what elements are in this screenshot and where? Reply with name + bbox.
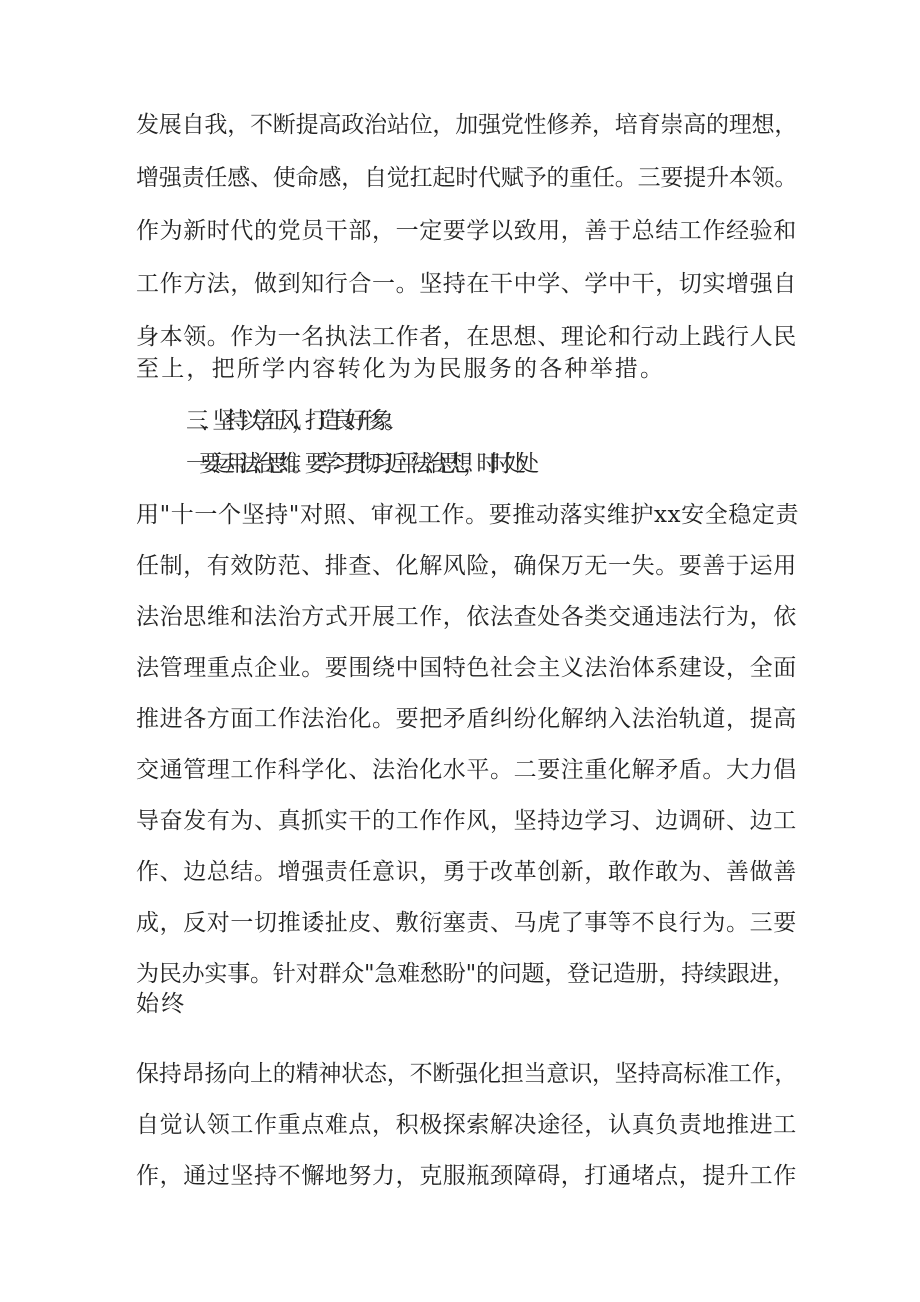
text-line: 作，通过坚持不懈地努力，克服瓶颈障碍，打通堵点，提升工作 <box>136 1163 797 1189</box>
text-line: 一要运用法治思维。要学习贯彻习近平法治思想，时时处处 <box>186 451 530 477</box>
text-line: 任制，有效防范、排查、化解风险，确保万无一失。要善于运用 <box>136 553 797 579</box>
text-line: 自觉认领工作重点难点，积极探索解决途径，认真负责地推进工 <box>136 1112 797 1138</box>
text-line: 成，反对一切推诿扯皮、敷衍塞责、马虎了事等不良行为。三要 <box>136 910 797 936</box>
text-line: 增强责任感、使命感，自觉扛起时代赋予的重任。三要提升本领。 <box>136 165 798 191</box>
text-line: 保持昂扬向上的精神状态，不断强化担当意识，坚持高标准工作， <box>136 1061 798 1087</box>
text-line: 作、边总结。增强责任意识，勇于改革创新，敢作敢为、善做善 <box>136 859 797 885</box>
text-line: 至上，把所学内容转化为为民服务的各种举措。 <box>136 356 666 382</box>
text-line: 发展自我，不断提高政治站位，加强党性修养，培育崇高的理想， <box>136 112 798 138</box>
text-line: 始终 <box>136 991 187 1017</box>
text-line: 用"十一个坚持"对照、审视工作。要推动落实维护xx安全稳定责 <box>136 502 800 528</box>
text-line: 法管理重点企业。要围绕中国特色社会主义法治体系建设，全面 <box>136 655 797 681</box>
text-line: 导奋发有为、真抓实干的工作作风，坚持边学习、边调研、边工 <box>136 808 797 834</box>
text-line: 交通管理工作科学化、法治化水平。二要注重化解矛盾。大力倡 <box>136 757 797 783</box>
section-heading: 三、坚持以学正风，打造良好形象。 <box>186 408 398 434</box>
text-line: 工作方法，做到知行合一。坚持在干中学、学中干，切实增强自 <box>136 271 797 297</box>
text-line: 作为新时代的党员干部，一定要学以致用，善于总结工作经验和 <box>136 218 797 244</box>
text-line: 为民办实事。针对群众"急难愁盼"的问题，登记造册，持续跟进， <box>136 961 796 987</box>
text-line: 法治思维和法治方式开展工作，依法查处各类交通违法行为，依 <box>136 604 797 630</box>
text-line: 身本领。作为一名执法工作者，在思想、理论和行动上践行人民 <box>136 324 797 350</box>
text-line: 推进各方面工作法治化。要把矛盾纠纷化解纳入法治轨道，提高 <box>136 706 797 732</box>
